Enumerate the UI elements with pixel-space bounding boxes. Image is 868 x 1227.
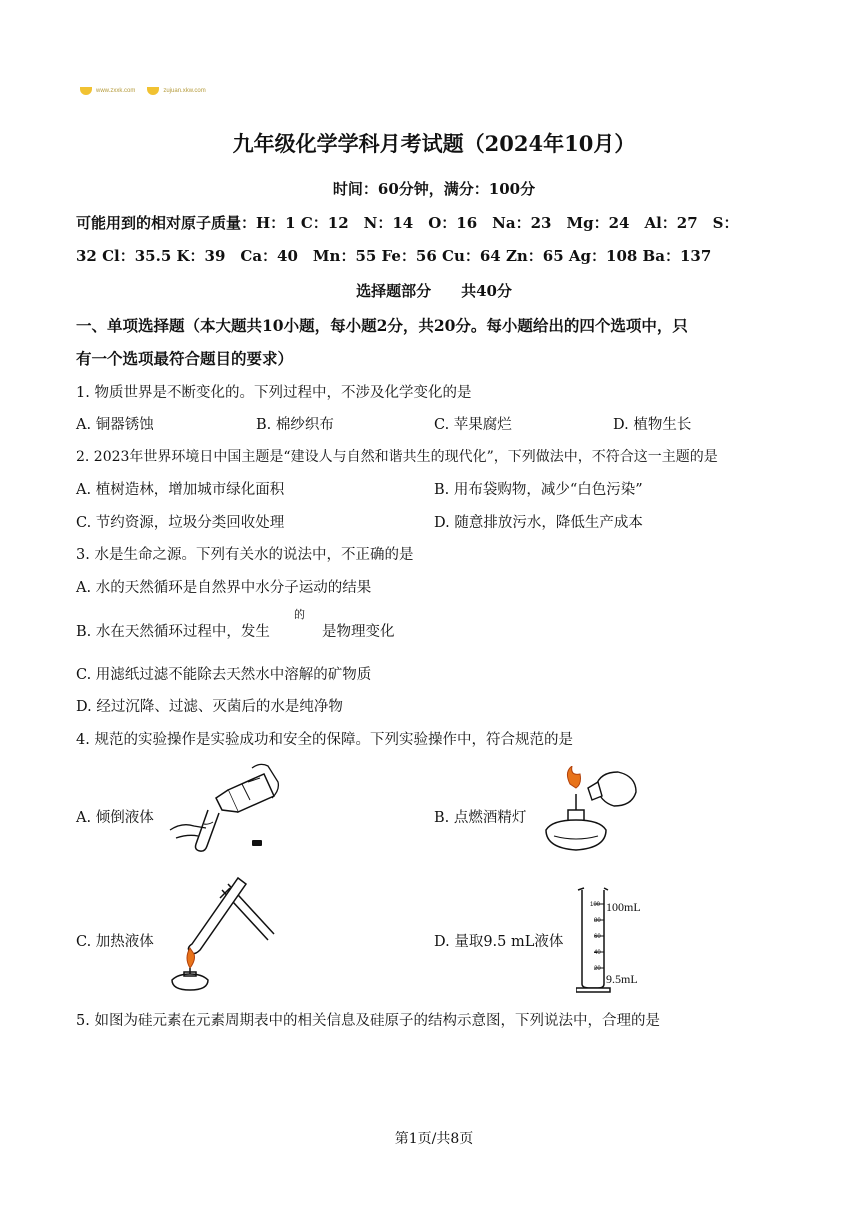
cyl-bottom-label: 9.5mL <box>606 972 638 986</box>
tilted-lamp-icon <box>588 772 636 806</box>
q2-stem: 2. 2023年世界环境日中国主题是“建设人与自然和谐共生的现代化”，下列做法中，不符合这一主题的是 <box>76 449 718 465</box>
q3-option-c: C. 用滤纸过滤不能除去天然水中溶解的矿物质 <box>76 667 372 683</box>
lighting-alcohol-lamp-illustration <box>540 766 640 854</box>
q1-option-c: C. 苹果腐烂 <box>434 417 512 433</box>
watermark-text-2: zujuan.xkw.com <box>163 87 206 94</box>
watermark-logo-icon <box>147 87 159 95</box>
q3-stem: 3. 水是生命之源。下列有关水的说法中，不正确的是 <box>76 547 414 563</box>
cyl-tick-100: 100 <box>590 902 601 908</box>
q3-option-d: D. 经过沉降、过滤、灭菌后的水是纯净物 <box>76 699 343 715</box>
q4-stem: 4. 规范的实验操作是实验成功和安全的保障。下列实验操作中，符合规范的是 <box>76 732 573 748</box>
section-heading: 选择题部分 共40分 <box>356 282 512 300</box>
q3-option-b-part1: B. 水在天然循环过程中，发生 <box>76 624 270 640</box>
atomic-mass-line-1: 可能用到的相对原子质量：H：1 C：12 N：14 O：16 Na：23 Mg：24 Al：27 S： <box>76 214 739 232</box>
q1-option-a: A. 铜器锈蚀 <box>76 417 154 433</box>
cyl-tick-20: 20 <box>594 966 601 972</box>
q3-option-b-part2: 是物理变化 <box>322 624 395 640</box>
flame-icon <box>567 766 580 788</box>
q2-option-c: C. 节约资源，垃圾分类回收处理 <box>76 515 285 531</box>
alcohol-lamp-icon <box>546 794 606 850</box>
page-footer: 第1页/共8页 <box>394 1131 474 1147</box>
page-title: 九年级化学学科月考试题（2024年10月） <box>232 131 636 156</box>
part1-instructions-line-1: 一、单项选择题（本大题共10小题，每小题2分，共20分。每小题给出的四个选项中，只 <box>76 316 688 335</box>
q1-option-b: B. 棉纱织布 <box>256 417 334 433</box>
q4-option-c: C. 加热液体 <box>76 934 154 950</box>
q2-option-d: D. 随意排放污水，降低生产成本 <box>434 515 643 531</box>
q3-option-a: A. 水的天然循环是自然界中水分子运动的结果 <box>76 580 372 596</box>
test-tube-icon <box>188 878 246 954</box>
watermark-text-1: www.zxxk.com <box>96 87 136 94</box>
cyl-tick-80: 80 <box>594 918 601 924</box>
stopper-icon <box>252 840 262 846</box>
q4-option-b: B. 点燃酒精灯 <box>434 810 527 826</box>
q4-option-d: D. 量取9.5 mL液体 <box>434 934 564 950</box>
cyl-top-label: 100mL <box>606 900 641 914</box>
part1-instructions-line-2: 有一个选项最符合题目的要求） <box>76 349 294 368</box>
test-tube-icon <box>196 810 220 851</box>
atomic-mass-line-2: 32 Cl：35.5 K：39 Ca：40 Mn：55 Fe：56 Cu：64 Zn：65 Ag：108 Ba：137 <box>76 247 712 265</box>
pouring-liquid-illustration <box>168 762 284 854</box>
q2-option-b: B. 用布袋购物，减少“白色污染” <box>434 482 643 498</box>
alcohol-lamp-icon <box>172 968 208 990</box>
q5-stem: 5. 如图为硅元素在元素周期表中的相关信息及硅原子的结构示意图，下列说法中，合理的是 <box>76 1013 660 1029</box>
heating-liquid-illustration <box>168 876 278 992</box>
reagent-bottle-icon <box>216 774 274 812</box>
q3-option-b-char: 的 <box>294 608 305 621</box>
measuring-cylinder-illustration <box>576 884 662 994</box>
watermark <box>80 80 218 92</box>
cyl-tick-40: 40 <box>594 950 601 956</box>
q1-option-d: D. 植物生长 <box>613 417 692 433</box>
cyl-tick-60: 60 <box>594 934 601 940</box>
watermark-logo-icon <box>80 87 92 95</box>
time-info: 时间：60分钟，满分：100分 <box>332 180 536 198</box>
q1-stem: 1. 物质世界是不断变化的。下列过程中，不涉及化学变化的是 <box>76 385 472 401</box>
q2-option-a: A. 植树造林，增加城市绿化面积 <box>76 482 285 498</box>
q4-option-a: A. 倾倒液体 <box>76 810 154 826</box>
